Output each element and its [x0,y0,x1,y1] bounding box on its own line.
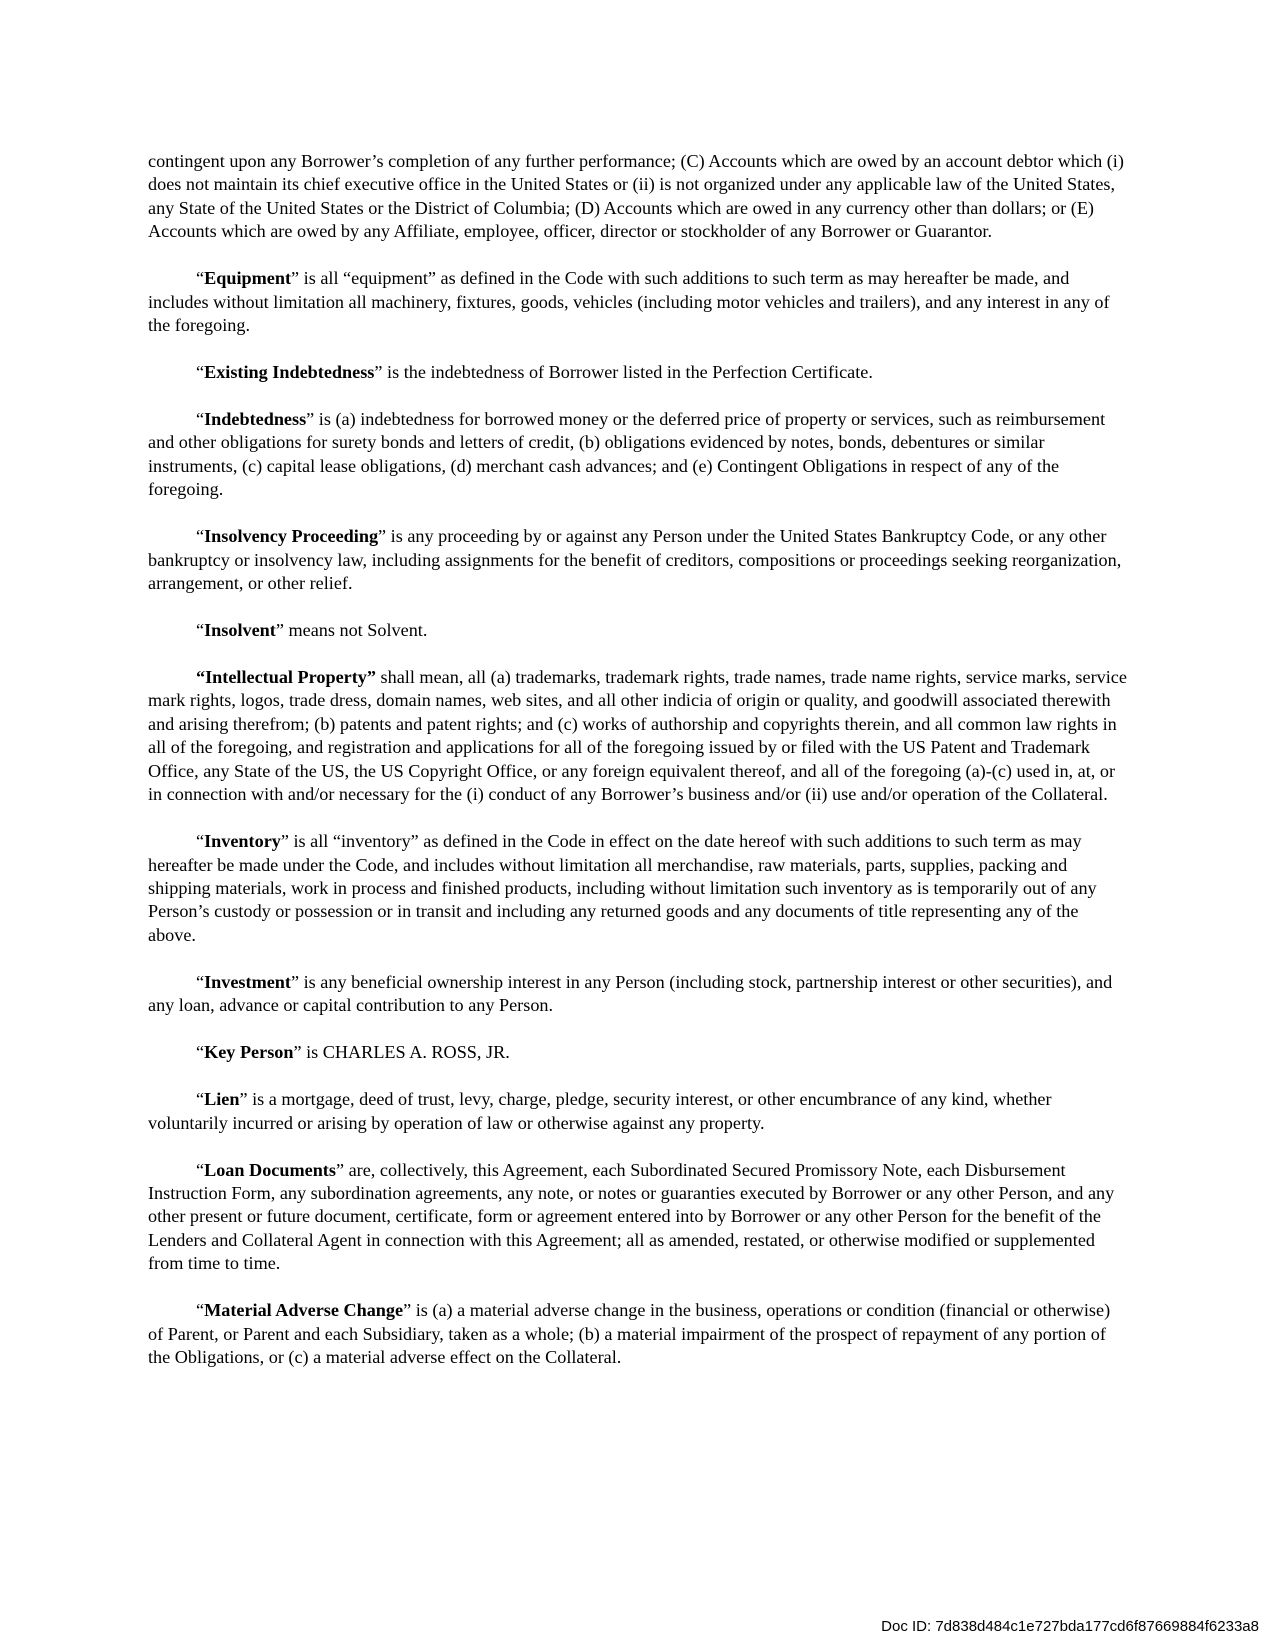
definition-text: is all “inventory” as defined in the Code in effect on the date hereof with such additions to such term as may hereafter be made under the Code, and includes without limitation all merchandise, raw materials, parts, supplies, packing and shipping materials, work in process and finished products, including without limitation such inventory as is temporarily out of any Person’s custody or possession or in transit and including any returned goods and any documents of title representing any of the above. [148,831,1097,945]
close-quote: ” [374,362,383,383]
open-quote: “ [196,620,205,641]
open-quote: “ [196,667,206,688]
defined-term: Insolvency Proceeding [204,526,379,547]
close-quote: ” [275,620,284,641]
definition-equipment [148,267,1128,337]
close-quote: ” [335,1159,345,1180]
document-body [148,150,1128,1393]
definition-loan-documents [148,1159,1128,1276]
open-quote: “ [196,1089,205,1110]
definition-text: is (a) indebtedness for borrowed money or the deferred price of property or services, such as reimbursement and other obligations for surety bonds and letters of credit, (b) obligations evidenced by notes, bonds, debentures or similar instruments, (c) capital lease obligations, (d) merchant cash advances; and (e) Contingent Obligations in respect of any of the foregoing. [148,409,1106,500]
close-quote: ” [378,526,387,547]
open-quote: “ [196,971,205,992]
close-quote: ” [291,268,300,289]
definition-existing-indebtedness [148,361,1128,384]
definition-indebtedness [148,408,1128,502]
close-quote: ” [366,667,376,688]
open-quote: “ [196,1042,205,1063]
definition-investment [148,971,1128,1018]
close-quote: ” [403,1300,412,1321]
close-quote: ” [293,1042,302,1063]
defined-term: Existing Indebtedness [204,362,375,383]
definition-material-adverse-change [148,1299,1128,1369]
definition-lien [148,1088,1128,1135]
definition-insolvency-proceeding [148,525,1128,595]
open-quote: “ [196,831,205,852]
continuation-paragraph: contingent upon any Borrower’s completion of any further performance; (C) Accounts which are owed by an account debtor which (i) does not maintain its chief executive office in the United States or (ii) is not organized under any applicable law of the United States, any State of the United States or the District of Columbia; (D) Accounts which are owed in any currency other than dollars; or (E) Accounts which are owed by any Affiliate, employee, officer, director or stockholder of any Borrower or Guarantor. [148,151,1124,242]
definition-text: is any beneficial ownership interest in any Person (including stock, partnership interest or other securities), and any loan, advance or capital contribution to any Person. [148,971,1113,1016]
defined-term: Lien [204,1089,240,1110]
definition-text: is any proceeding by or against any Person under the United States Bankruptcy Code, or any other bankruptcy or insolvency law, including assignments for the benefit of creditors, compositions or proceedings seeking reorganization, arrangement, or other relief. [148,526,1122,594]
defined-term: Loan Documents [204,1159,336,1180]
definition-text: is a mortgage, deed of trust, levy, charge, pledge, security interest, or other encumbrance of any kind, whether voluntarily incurred or arising by operation of law or otherwise against any property. [148,1089,1052,1133]
open-quote: “ [196,409,205,430]
defined-term: Material Adverse Change [204,1300,404,1321]
close-quote: ” [306,409,315,430]
close-quote: ” [280,831,289,852]
open-quote: “ [196,1159,205,1180]
defined-term: Intellectual Property [205,667,367,688]
doc-id-footer: Doc ID: 7d838d484c1e727bda177cd6f87669884f6233a8 [881,1618,1259,1635]
defined-term: Insolvent [204,620,276,641]
open-quote: “ [196,526,205,547]
open-quote: “ [196,362,205,383]
definition-key-person [148,1041,1128,1064]
defined-term: Key Person [204,1042,294,1063]
defined-term: Indebtedness [204,409,307,430]
definition-intellectual-property [148,666,1128,806]
definition-insolvent [148,619,1128,642]
open-quote: “ [196,1300,205,1321]
defined-term: Equipment [204,268,292,289]
definition-text: are, collectively, this Agreement, each Subordinated Secured Promissory Note, each Disbursement Instruction Form, any subordination agreements, any note, or notes or guaranties executed by Borrower or any other Person, and any other present or future document, certificate, form or agreement entered into by Borrower or any other Person for the benefit of the Lenders and Collateral Agent in connection with this Agreement; all as amended, restated, or otherwise modified or supplemented from time to time. [148,1159,1115,1274]
close-quote: ” [290,971,300,992]
definition-text: is CHARLES A. ROSS, JR. [301,1042,510,1063]
definition-text: is (a) a material adverse change in the business, operations or condition (financial or otherwise) of Parent, or Parent and each Subsidiary, taken as a whole; (b) a material impairment of the prospect of repayment of any portion of the Obligations, or (c) a material adverse effect on the Collateral. [148,1300,1111,1367]
close-quote: ” [239,1089,248,1110]
defined-term: Inventory [204,831,281,852]
defined-term: Investment [204,971,291,992]
definition-text: is the indebtedness of Borrower listed in the Perfection Certificate. [382,362,873,383]
definition-text: shall mean, all (a) trademarks, trademark rights, trade names, trade name rights, service marks, service mark rights, logos, trade dress, domain names, web sites, and all other indicia of origin or quality, and goodwill associated therewith and arising therefrom; (b) patents and patent rights; and (c) works of authorship and copyrights therein, and all common law rights in all of the foregoing, and registration and applications for all of the foregoing issued by or filed with the US Patent and Trademark Office, any State of the US, the US Copyright Office, or any foreign equivalent thereof, and all of the foregoing (a)-(c) used in, at, or in connection with and/or necessary for the (i) conduct of any Borrower’s business and/or (ii) use and/or operation of the Collateral. [148,667,1127,805]
definition-inventory [148,830,1128,947]
definition-text: means not Solvent. [283,620,428,641]
open-quote: “ [196,268,205,289]
definition-text: is all “equipment” as defined in the Code with such additions to such term as may hereafter be made, and includes without limitation all machinery, fixtures, goods, vehicles (including motor vehicles and trailers), and any interest in any of the foregoing. [148,268,1110,336]
